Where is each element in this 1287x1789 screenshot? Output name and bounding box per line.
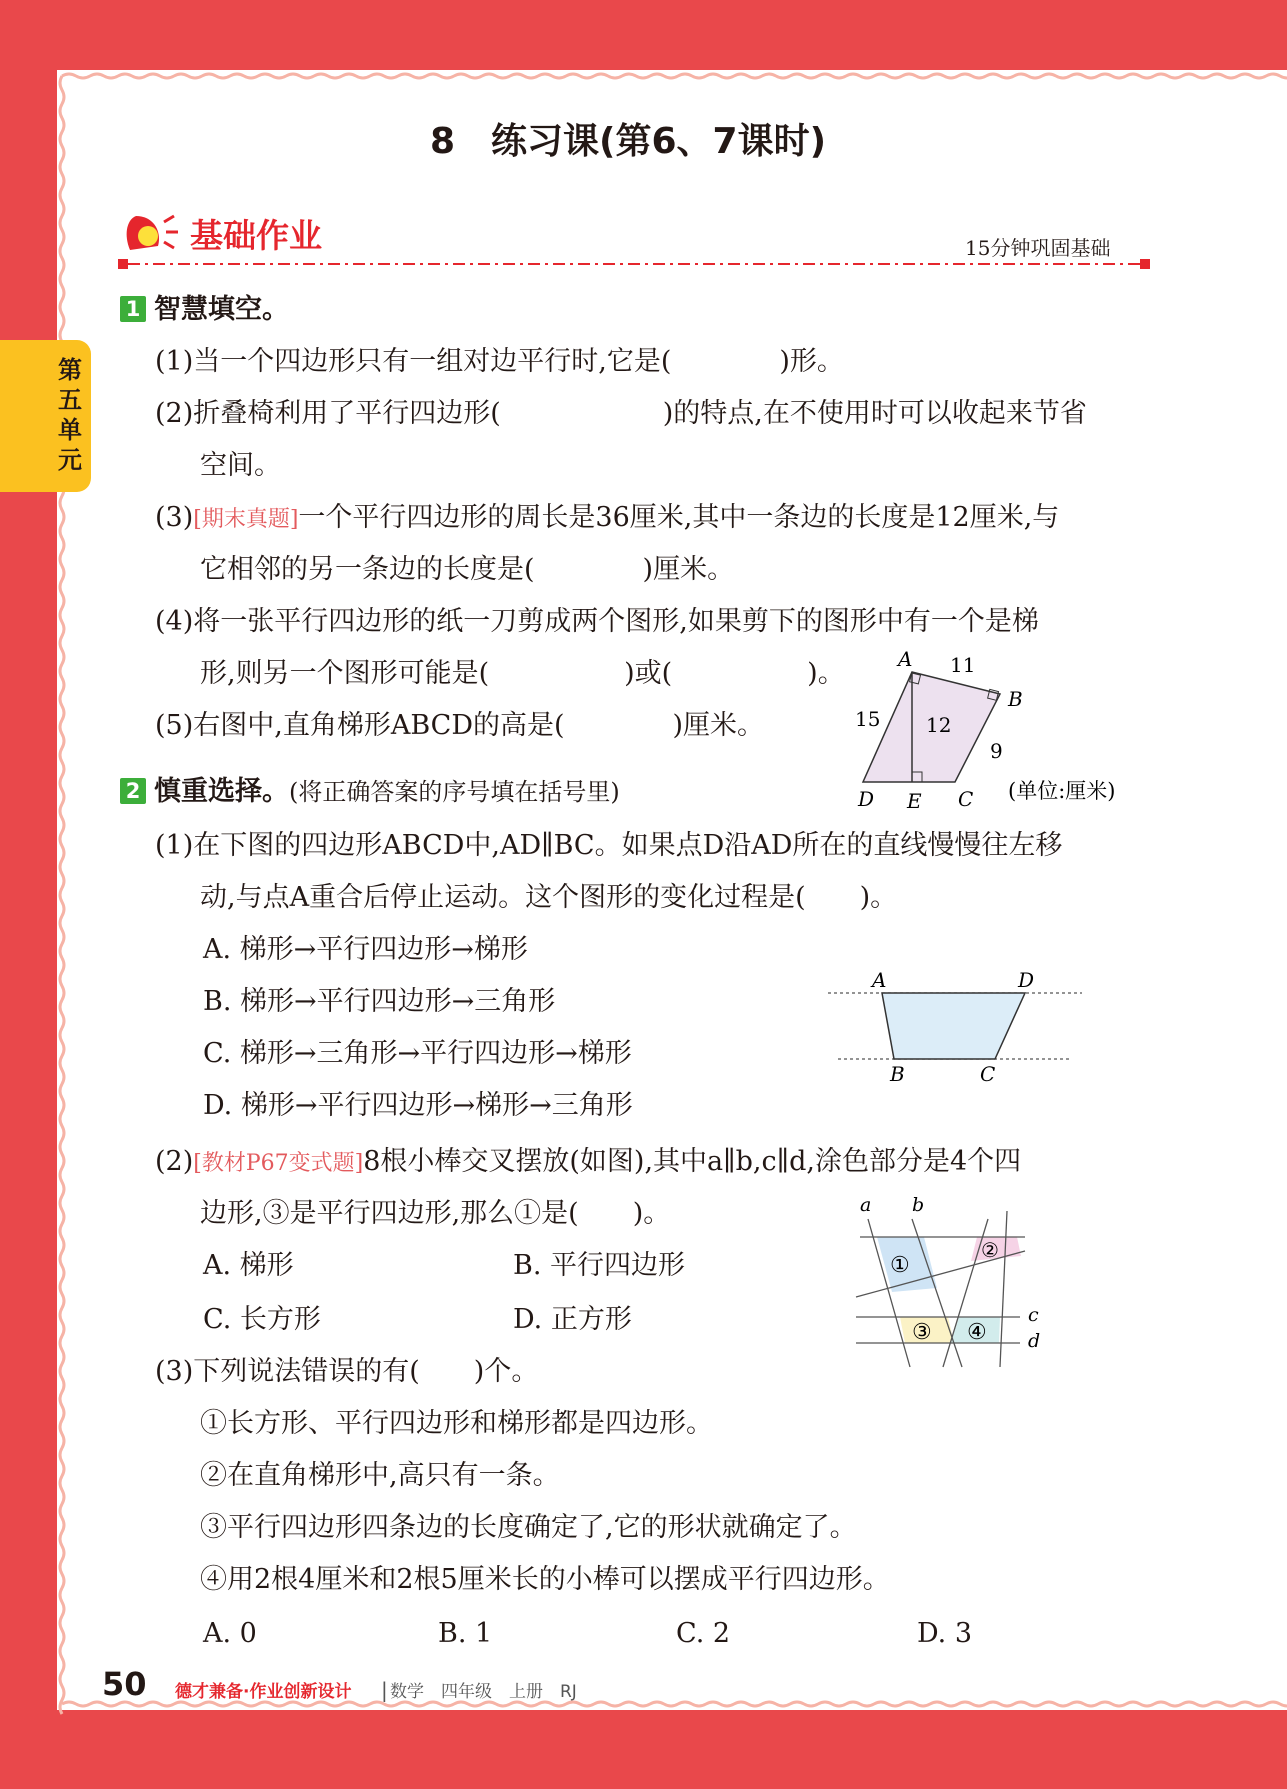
label-a: a	[860, 1195, 872, 1216]
textbook-tag: [教材P67变式题]	[193, 1151, 364, 1176]
q2-3-option-b: B. 1	[438, 1618, 493, 1649]
bell-icon	[118, 206, 183, 266]
label-D: D	[858, 787, 875, 811]
q2-2-text: 8根小棒交叉摆放(如图),其中a∥b,c∥d,涂色部分是4个四	[363, 1146, 1022, 1177]
q1-line4	[155, 502, 1059, 536]
footer-separator: |	[381, 1678, 388, 1702]
q1-line3: 空间。	[200, 450, 281, 481]
q2-1-option-b: B. 梯形→平行四边形→三角形	[203, 986, 556, 1017]
q2-number: 2	[120, 778, 146, 804]
region-2: ②	[981, 1238, 999, 1262]
q2-1-line1: (1)在下图的四边形ABCD中,AD∥BC。如果点D沿AD所在的直线慢慢往左移	[155, 830, 1063, 861]
label-B: B	[1008, 687, 1023, 711]
trapezoid-figure	[840, 648, 1160, 818]
side-15: 15	[855, 707, 881, 731]
region-3: ③	[912, 1320, 932, 1345]
q2-2-line2: 边形,③是平行四边形,那么①是( )。	[200, 1198, 671, 1229]
statement-3: ③平行四边形四条边的长度确定了,它的形状就确定了。	[200, 1512, 857, 1543]
footer-info: 数学 四年级 上册 RJ	[390, 1682, 577, 1702]
moving-trapezoid-figure	[820, 965, 1090, 1085]
label-E: E	[907, 789, 922, 813]
label-b: b	[912, 1195, 925, 1216]
section-note: 15分钟巩固基础	[965, 236, 1111, 260]
label-C: C	[958, 787, 974, 811]
q2-note: (将正确答案的序号填在括号里)	[289, 778, 620, 806]
q2-3-option-c: C. 2	[676, 1618, 731, 1649]
section-title: 基础作业	[190, 216, 322, 255]
region-1: ①	[890, 1253, 910, 1278]
q2-title: 慎重选择。	[154, 776, 289, 807]
q1-line7: 形,则另一个图形可能是( )或( )。	[200, 658, 845, 689]
q1-line2: (2)折叠椅利用了平行四边形( )的特点,在不使用时可以收起来节省	[155, 398, 1087, 429]
side-9: 9	[990, 739, 1003, 763]
q2-2-prefix: (2)	[155, 1146, 194, 1177]
q1-number: 1	[120, 296, 146, 322]
q1-3-text: 一个平行四边形的周长是36厘米,其中一条边的长度是12厘米,与	[298, 502, 1060, 533]
q2-2-option-a: A. 梯形	[203, 1250, 294, 1281]
footer-brand: 德才兼备·作业创新设计	[175, 1682, 352, 1702]
quad-abcd	[882, 993, 1025, 1059]
statement-4: ④用2根4厘米和2根5厘米长的小棒可以摆成平行四边形。	[200, 1564, 890, 1595]
q2-2-option-d: D. 正方形	[513, 1304, 632, 1335]
q1-line5: 它相邻的另一条边的长度是( )厘米。	[200, 554, 735, 585]
q1-3-prefix: (3)	[155, 502, 194, 533]
height-12: 12	[926, 713, 952, 737]
q2-3-option-d: D. 3	[917, 1618, 973, 1649]
q1-line6: (4)将一张平行四边形的纸一刀剪成两个图形,如果剪下的图形中有一个是梯	[155, 606, 1039, 637]
label-A: A	[872, 968, 887, 992]
q1-title: 智慧填空。	[154, 294, 289, 325]
q1-line8: (5)右图中,直角梯形ABCD的高是( )厘米。	[155, 710, 765, 741]
label-A: A	[898, 648, 913, 671]
q2-header	[120, 776, 620, 808]
label-B: B	[890, 1062, 905, 1085]
q2-2-option-c: C. 长方形	[203, 1304, 321, 1335]
q2-3-line: (3)下列说法错误的有( )个。	[155, 1356, 539, 1387]
q2-1-option-a: A. 梯形→平行四边形→梯形	[203, 934, 528, 965]
page-title: 8 练习课(第6、7课时)	[430, 121, 827, 162]
label-D: D	[1018, 968, 1035, 992]
label-c: c	[1028, 1304, 1039, 1326]
page-number: 50	[102, 1665, 147, 1703]
section-divider	[118, 258, 1160, 270]
unit-note: (单位:厘米)	[1008, 779, 1116, 803]
side-11: 11	[950, 653, 976, 677]
label-C: C	[980, 1062, 996, 1085]
crossing-sticks-figure	[850, 1195, 1055, 1375]
unit-tab-label: 第五单元	[58, 356, 82, 474]
region-4: ④	[967, 1320, 987, 1345]
q2-1-option-d: D. 梯形→平行四边形→梯形→三角形	[203, 1090, 633, 1121]
q2-1-line2: 动,与点A重合后停止运动。这个图形的变化过程是( )。	[200, 882, 898, 913]
label-d: d	[1028, 1330, 1041, 1352]
exam-tag: [期末真题]	[193, 507, 299, 532]
q1-header	[120, 294, 289, 326]
q2-1-option-c: C. 梯形→三角形→平行四边形→梯形	[203, 1038, 632, 1069]
q2-3-option-a: A. 0	[203, 1618, 257, 1649]
statement-2: ②在直角梯形中,高只有一条。	[200, 1460, 560, 1491]
statement-1: ①长方形、平行四边形和梯形都是四边形。	[200, 1408, 713, 1439]
q2-2-option-b: B. 平行四边形	[513, 1250, 686, 1281]
q2-2-line1	[155, 1146, 1021, 1180]
q1-line1: (1)当一个四边形只有一组对边平行时,它是( )形。	[155, 346, 844, 377]
